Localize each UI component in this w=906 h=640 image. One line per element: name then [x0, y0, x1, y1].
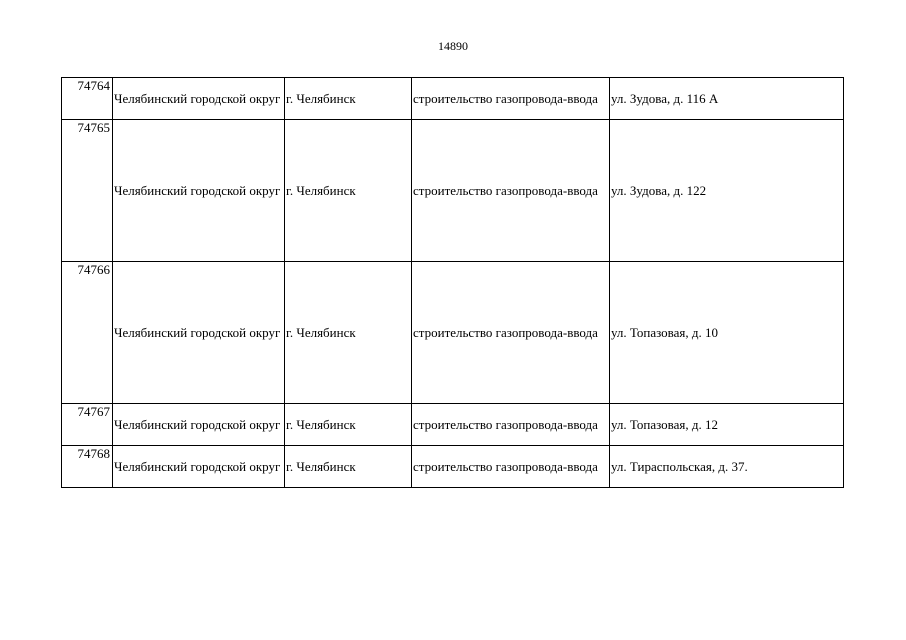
district-cell: Челябинский городской округ — [113, 120, 285, 262]
work-cell: строительство газопровода-ввода — [412, 78, 610, 120]
address-cell: ул. Зудова, д. 122 — [610, 120, 844, 262]
city-cell: г. Челябинск — [285, 262, 412, 404]
address-cell: ул. Зудова, д. 116 А — [610, 78, 844, 120]
work-cell: строительство газопровода-ввода — [412, 446, 610, 488]
row-number: 74767 — [62, 404, 113, 446]
row-number: 74768 — [62, 446, 113, 488]
table-row — [62, 446, 844, 488]
district-cell: Челябинский городской округ — [113, 446, 285, 488]
address-cell: ул. Топазовая, д. 10 — [610, 262, 844, 404]
row-number: 74764 — [62, 78, 113, 120]
city-cell: г. Челябинск — [285, 120, 412, 262]
table-row — [62, 120, 844, 262]
district-cell: Челябинский городской округ — [113, 78, 285, 120]
address-cell: ул. Тираспольская, д. 37. — [610, 446, 844, 488]
row-number: 74766 — [62, 262, 113, 404]
city-cell: г. Челябинск — [285, 404, 412, 446]
work-cell: строительство газопровода-ввода — [412, 262, 610, 404]
work-cell: строительство газопровода-ввода — [412, 120, 610, 262]
city-cell: г. Челябинск — [285, 446, 412, 488]
registry-table — [61, 77, 844, 488]
row-number: 74765 — [62, 120, 113, 262]
city-cell: г. Челябинск — [285, 78, 412, 120]
table-row — [62, 78, 844, 120]
work-cell: строительство газопровода-ввода — [412, 404, 610, 446]
district-cell: Челябинский городской округ — [113, 404, 285, 446]
table-row — [62, 404, 844, 446]
district-cell: Челябинский городской округ — [113, 262, 285, 404]
table-row — [62, 262, 844, 404]
address-cell: ул. Топазовая, д. 12 — [610, 404, 844, 446]
page-number: 14890 — [438, 39, 468, 53]
